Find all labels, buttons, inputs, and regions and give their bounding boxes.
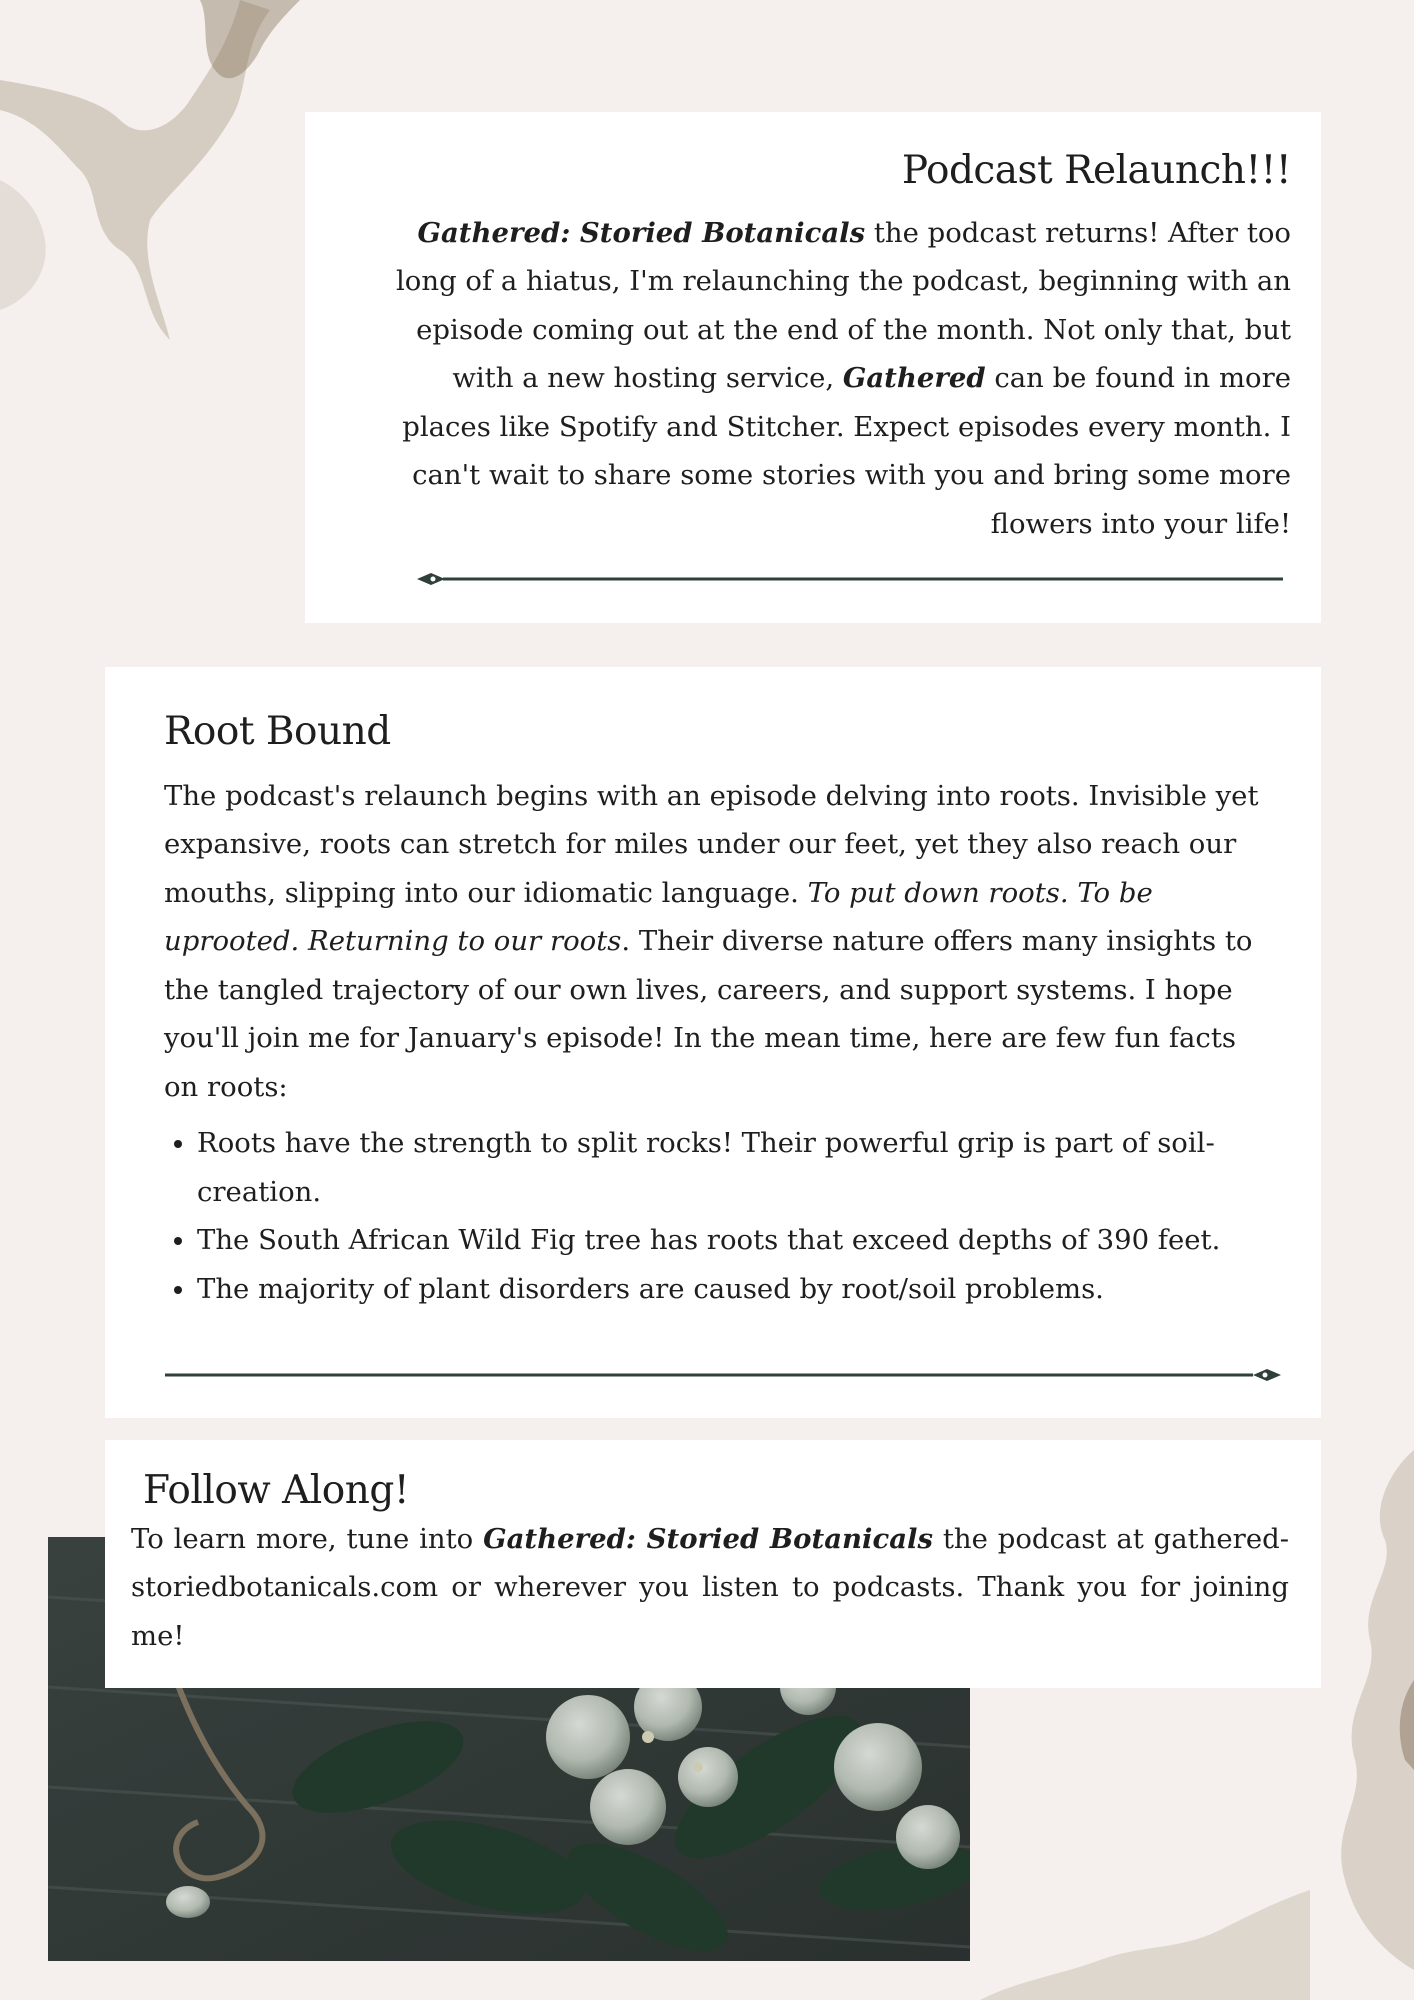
divider-arrow-left — [415, 568, 1285, 590]
root-idioms: To put down roots. To be uprooted. Returning to our roots — [164, 876, 1153, 958]
root-facts-list — [164, 1119, 1271, 1313]
divider-arrow-right — [163, 1364, 1283, 1386]
podcast-relaunch-title: Podcast Relaunch!!! — [901, 148, 1291, 193]
podcast-relaunch-text-2: can be found in more places like Spotify and Stitcher. Expect episodes every month. I can't wait to share some stories with you and bring some more flowers into your life! — [402, 362, 1291, 540]
list-item: • The South African Wild Fig tree has roots that exceed depths of 390 feet. — [197, 1216, 1271, 1265]
root-bound-text-1: The podcast's relaunch begins with an episode delving into roots. Invisible yet expansive, roots can stretch for miles under our feet, yet they also reach our mouths, slipping into our idiomatic language. — [164, 779, 1259, 909]
watercolor-stain-bottom-right — [980, 1880, 1310, 2000]
follow-along-text-2: the podcast at gathered-storiedbotanicals.com or wherever you listen to podcasts. Thank you for joining me! — [131, 1522, 1289, 1652]
root-bound-text-2: . Their diverse nature offers many insights to the tangled trajectory of our own lives, careers, and support systems. I hope you'll join me for January's episode! In the mean time, here are few fun facts on roots: — [164, 925, 1253, 1103]
follow-along-title: Follow Along! — [143, 1468, 409, 1513]
show-name-short: Gathered — [842, 362, 986, 395]
list-item: • Roots have the strength to split rocks! Their powerful grip is part of soil-creation. — [197, 1119, 1271, 1216]
follow-along-card — [105, 1440, 1321, 1688]
podcast-relaunch-text — [365, 209, 1291, 549]
show-name: Gathered: Storied Botanicals — [417, 216, 866, 249]
list-item: • The majority of plant disorders are caused by root/soil problems. — [197, 1265, 1271, 1314]
follow-along-text-1: To learn more, tune into — [131, 1522, 484, 1555]
follow-along-text — [131, 1515, 1289, 1661]
podcast-relaunch-card — [305, 112, 1321, 623]
root-bound-card — [105, 667, 1321, 1418]
watercolor-stain-top-left — [0, 0, 320, 420]
show-name: Gathered: Storied Botanicals — [483, 1522, 933, 1555]
podcast-relaunch-text-1: the podcast returns! After too long of a hiatus, I'm relaunching the podcast, beginning with an episode coming out at the end of the month. Not only that, but with a new hosting service, — [396, 216, 1291, 395]
root-bound-title: Root Bound — [164, 709, 391, 754]
root-bound-text — [164, 772, 1271, 1112]
